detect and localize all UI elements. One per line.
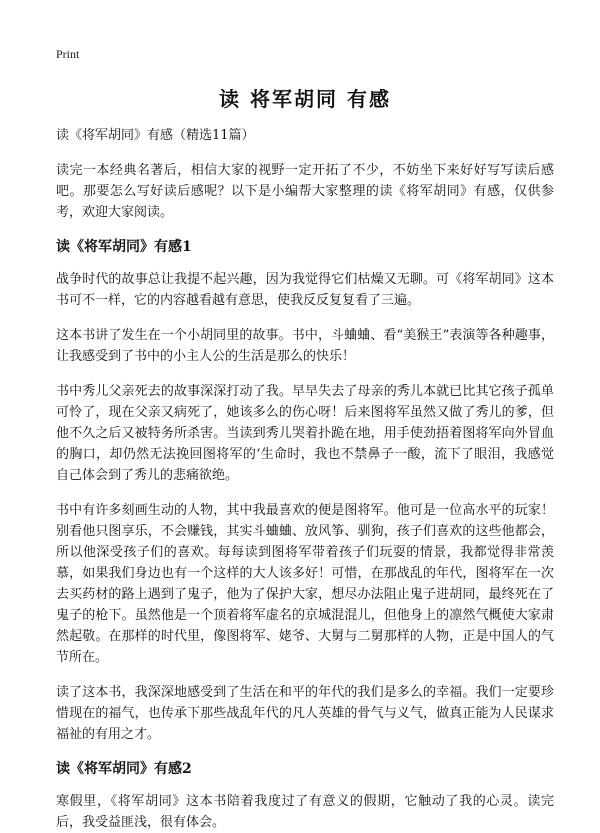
section-2-paragraph-1: 寒假里，《将军胡同》这本书陪着我度过了有意义的假期，它触动了我的心灵。读完后，我受益匪浅，很有体会。	[56, 794, 554, 830]
document-subtitle: 读《将军胡同》有感（精选11篇）	[56, 128, 255, 143]
section-1-paragraph-5: 读了这本书，我深深地感受到了生活在和平的年代的我们是多么的幸福。我们一定要珍惜现在的福气，也传承下那些战乱年代的凡人英雄的骨气与义气，做真正能为人民谋求福祉的有用之才。	[56, 685, 554, 742]
section-1-paragraph-3: 书中秀儿父亲死去的故事深深打动了我。早早失去了母亲的秀儿本就已比其它孩子孤单可怜了，现在父亲又病死了，她该多么的伤心呀！后来图将军虽然又做了秀儿的爹，但他不久之后又被特务所杀害。当读到秀儿哭着扑跪在地，用手使劲捂着图将军向外冒血的胸口，却仍然无法挽回图将军的‘生命时，我也不禁鼻子一酸，流下了眼泪，我感觉自己体会到了秀儿的悲痛欲绝。	[56, 384, 554, 483]
section-1-paragraph-2: 这本书讲了发生在一个小胡同里的故事。书中，斗蛐蛐、看“美猴王”表演等各种趣事，让我感受到了书中的小主人公的生活是那么的快乐！	[56, 328, 554, 364]
section-heading-1: 读《将军胡同》有感1	[56, 239, 192, 255]
section-1-paragraph-4: 书中有许多刻画生动的人物，其中我最喜欢的便是图将军。他可是一位高水平的玩家！别看他只图享乐，不会赚钱，其实斗蛐蛐、放风筝、驯狗，孩子们喜欢的这些他都会，所以他深受孩子们的喜欢。每每读到图将军带着孩子们玩耍的情景，我都觉得非常羡慕，如果我们身边也有一个这样的大人该多好！可惜，在那战乱的年代，图将军在一次去买药材的路上遇到了鬼子，他为了保护大家，想尽办法阻止鬼子进胡同，最终死在了鬼子的枪下。虽然他是一个顶着将军虚名的京城混混儿，但他身上的凛然气概使大家肃然起敬。在那样的时代里，像图将军、姥爷、大舅与二舅那样的人物，正是中国人的气节所在。	[56, 503, 554, 665]
page-title: 读 将军胡同 有感	[219, 87, 391, 111]
section-1-paragraph-1: 战争时代的故事总让我提不起兴趣，因为我觉得它们枯燥又无聊。可《将军胡同》这本书可不一样，它的内容越看越有意思，使我反反复复看了三遍。	[56, 272, 554, 308]
section-heading-2: 读《将军胡同》有感2	[56, 761, 192, 777]
intro-paragraph: 读完一本经典名著后，相信大家的视野一定开拓了不少，不妨坐下来好好写写读后感吧。那要怎么写好读后感呢？以下是小编帮大家整理的读《将军胡同》有感，仅供参考，欢迎大家阅读。	[56, 163, 554, 220]
print-link[interactable]: Print	[56, 47, 80, 61]
